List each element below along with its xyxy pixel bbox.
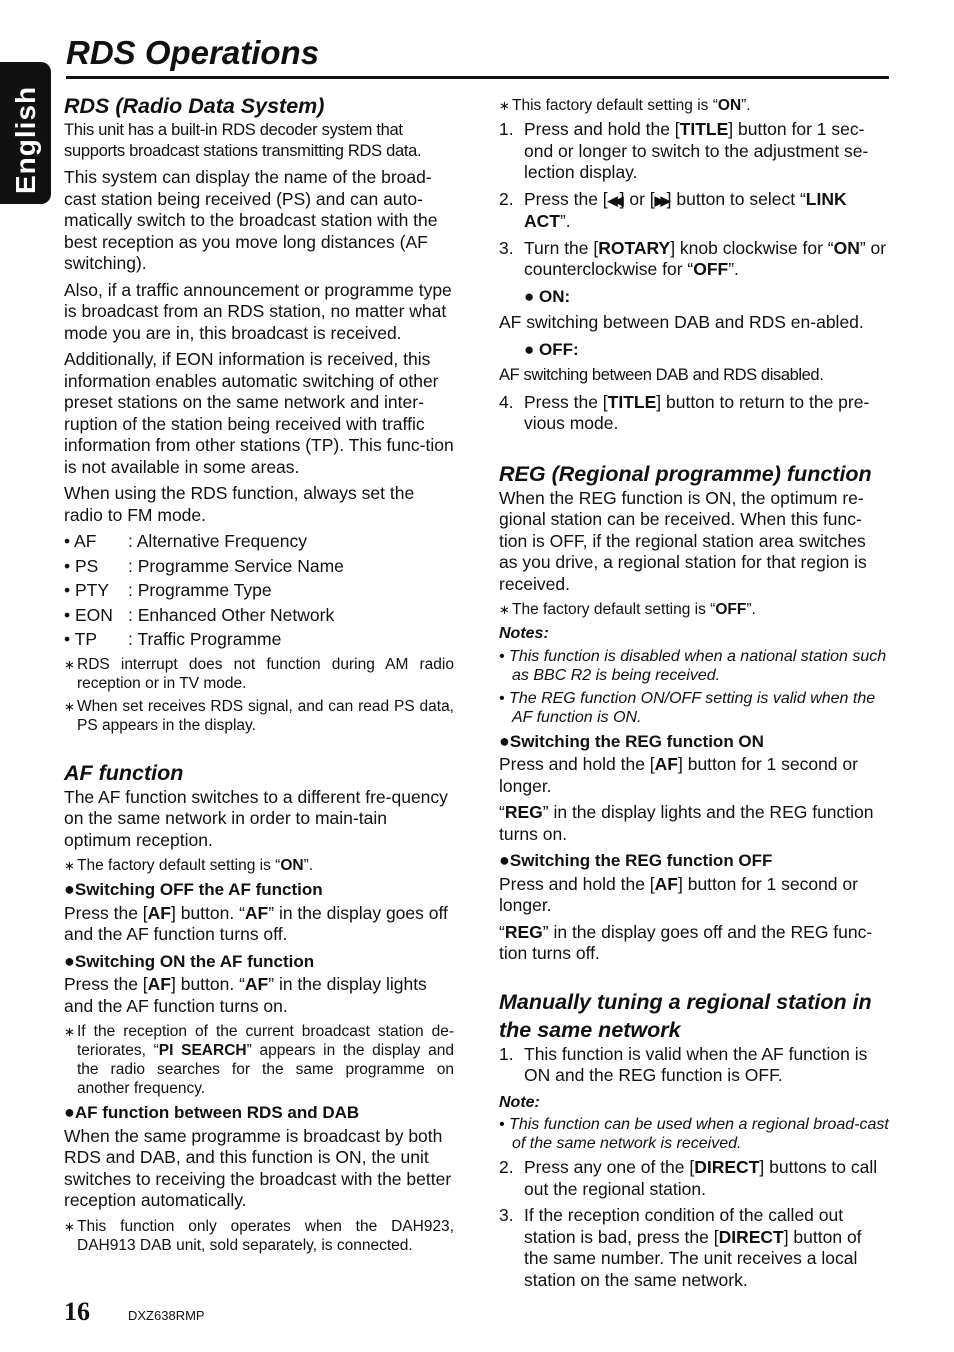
af-intro: The AF function switches to a different fre-quency on the same network in order to main-tain optimum reception. <box>64 786 448 850</box>
note-item: • The REG function ON/OFF setting is valid when the AF function is ON. <box>499 689 876 726</box>
bullet-icon: ● <box>64 950 75 971</box>
reg-default-note: ∗ The factory default setting is “OFF”. <box>499 600 889 619</box>
reg-on-subheading: ●Switching the REG function ON <box>499 730 764 751</box>
dab-subheading: ●AF function between RDS and DAB <box>64 1102 360 1122</box>
abbr-item: • AF : Alternative Frequency <box>64 531 307 551</box>
left-column <box>64 92 454 1259</box>
bullet-icon: ● <box>64 1102 75 1122</box>
note-heading: Note: <box>499 1093 540 1111</box>
rds-intro-5: When using the RDS function, always set the radio to FM mode. <box>64 483 415 525</box>
note-ps-display: ∗ When set receives RDS signal, and can read PS data, PS appears in the display. <box>64 697 454 735</box>
reg-intro: When the REG function is ON, the optimum re-gional station can be received. When this func-tion is OFF, if the regional station area switches as you drive, a regional station for that region is received. <box>499 487 867 594</box>
language-tab-label: English <box>10 85 41 194</box>
bullet-icon: ● <box>499 850 510 870</box>
af-pi-search-note: ∗ If the reception of the current broadcast station de-teriorates, “PI SEARCH” appears in the display and the radio searches for the same programme on another frequency. <box>64 1022 454 1098</box>
link-step-2: 2. Press the [◀◀] or [▶▶] button to select “LINK ACT”. <box>499 188 847 231</box>
option-off-label: ● OFF: <box>524 339 579 359</box>
option-on-text: AF switching between DAB and RDS en-abled. <box>499 312 864 332</box>
page-number: 16 <box>64 1297 90 1326</box>
bullet-icon: ● <box>64 879 75 899</box>
link-act-default-note: ∗ This factory default setting is “ON”. <box>499 96 889 115</box>
link-step-1: 1. Press and hold the [TITLE] button for 1 sec-ond or longer to switch to the adjustment se-lection display. <box>499 119 869 182</box>
rds-intro-4: Additionally, if EON information is received, this information enables automatic switching of other preset stations on the same network and inter-ruption of the station being received with traffic information from other stations (TP). This func-tion is not available in some areas. <box>64 349 454 477</box>
notes-heading: Notes: <box>499 625 549 642</box>
title-rule <box>66 76 889 79</box>
reg-off-subheading: ●Switching the REG function OFF <box>499 850 773 870</box>
dab-note: ∗ This function only operates when the DAH923, DAH913 DAB unit, sold separately, is connected. <box>64 1217 454 1255</box>
af-on-subheading: ●Switching ON the AF function <box>64 950 315 971</box>
note-rds-interrupt: ∗ RDS interrupt does not function during AM radio reception or in TV mode. <box>64 655 454 693</box>
abbr-item: • EON : Enhanced Other Network <box>64 604 335 625</box>
abbr-item: • PS : Programme Service Name <box>64 555 344 576</box>
option-on-label: ● ON: <box>524 286 571 306</box>
manual-step-2: 2. Press any one of the [DIRECT] buttons to call out the regional station. <box>499 1157 878 1199</box>
dab-text: When the same programme is broadcast by both RDS and DAB, and this function is ON, the unit switches to receiving the broadcast with the better reception automatically. <box>64 1125 452 1210</box>
reg-on-text: Press and hold the [AF] button for 1 second or longer. <box>499 754 858 796</box>
af-heading: AF function <box>64 760 184 785</box>
link-step-4: 4. Press the [TITLE] button to return to the pre-vious mode. <box>499 391 870 433</box>
note-item: • This function can be used when a regional broad-cast of the same network is received. <box>499 1116 889 1152</box>
fast-forward-icon: ▶▶ <box>654 192 667 208</box>
af-off-text: Press the [AF] button. “AF” in the display goes off and the AF function turns off. <box>64 902 448 944</box>
right-column <box>499 96 889 1296</box>
reg-on-display: “REG” in the display lights and the REG function turns on. <box>499 802 874 844</box>
note-item: • This function is disabled when a national station such as BBC R2 is being received. <box>499 647 887 684</box>
bullet-icon: ● <box>499 730 510 751</box>
manual-step-1: 1. This function is valid when the AF function is ON and the REG function is OFF. <box>499 1043 868 1085</box>
abbr-item: • TP : Traffic Programme <box>64 629 282 649</box>
model-number: DXZ638RMP <box>128 1308 205 1323</box>
rds-intro-1: This unit has a built-in RDS decoder system that supports broadcast stations transmitting RDS data. <box>64 121 422 160</box>
rds-intro-3: Also, if a traffic announcement or programme type is broadcast from an RDS station, no matter what mode you are in, this broadcast is received. <box>64 279 452 343</box>
reg-off-display: “REG” in the display goes off and the REG func-tion turns off. <box>499 921 873 963</box>
option-off-text: AF switching between DAB and RDS disabled. <box>499 366 824 384</box>
page-title: RDS Operations <box>66 34 320 71</box>
af-default-note: ∗ The factory default setting is “ON”. <box>64 856 454 875</box>
rds-heading: RDS (Radio Data System) <box>64 94 325 118</box>
manual-heading: Manually tuning a regional station in the same network <box>499 989 872 1042</box>
language-tab <box>0 62 51 204</box>
af-on-text: Press the [AF] button. “AF” in the display lights and the AF function turns on. <box>64 974 427 1016</box>
reg-heading: REG (Regional programme) function <box>499 461 872 486</box>
rds-intro-2: This system can display the name of the broad-cast station being received (PS) and can auto-matically switch to the broadcast station with the best reception as you move long distances (AF switching). <box>64 167 438 273</box>
manual-step-3: 3. If the reception condition of the called out station is bad, press the [DIRECT] button of the same number. The unit receives a local station on the same network. <box>499 1205 862 1290</box>
link-step-3: 3. Turn the [ROTARY] knob clockwise for “ON” or counterclockwise for “OFF”. <box>499 237 887 279</box>
reg-off-text: Press and hold the [AF] button for 1 second or longer. <box>499 873 858 915</box>
rewind-icon: ◀◀ <box>607 192 620 208</box>
abbr-item: • PTY : Programme Type <box>64 580 272 600</box>
af-off-subheading: ●Switching OFF the AF function <box>64 879 323 899</box>
